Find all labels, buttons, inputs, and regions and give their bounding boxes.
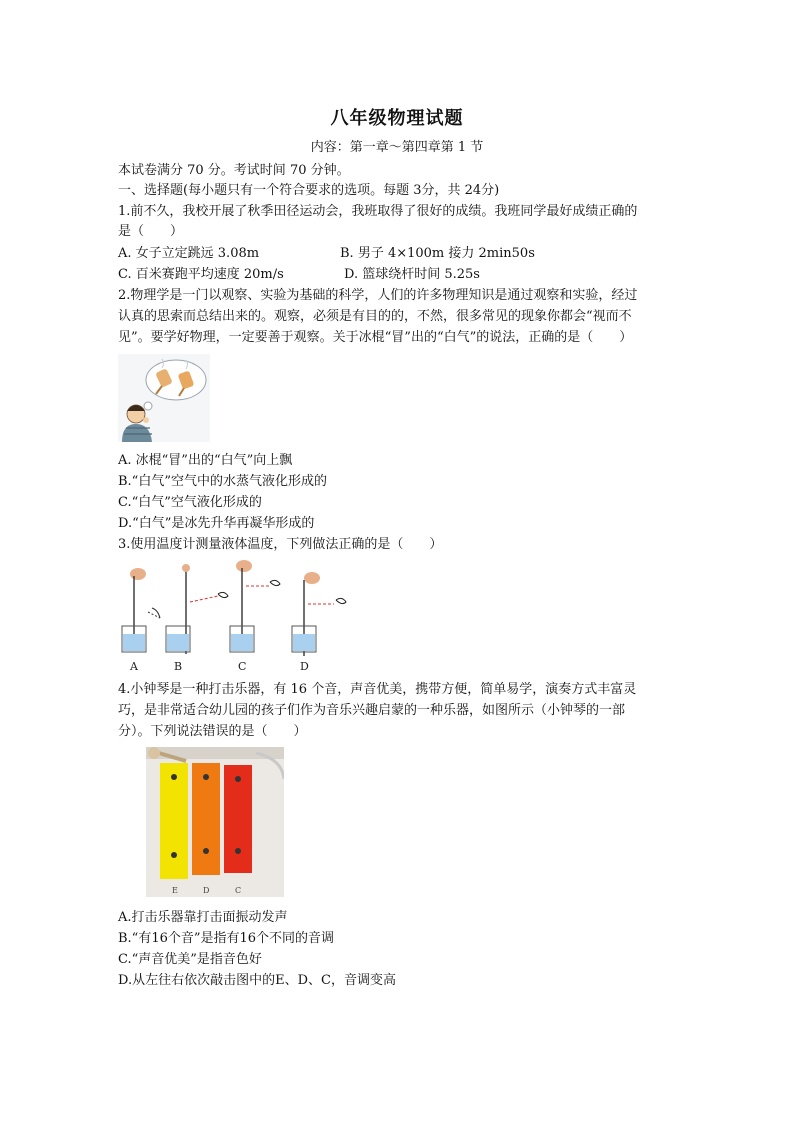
- q1-stem-line2: 是（ ）: [118, 224, 184, 239]
- panel-label-d: D: [300, 660, 309, 673]
- bar-label-d: D: [203, 886, 210, 895]
- q2-stem-line3: 见”。要学好物理，一定要善于观察。关于冰棍“冒”出的“白气”的说法，正确的是（ ）: [118, 330, 633, 345]
- section-heading: 一、选择题(每小题只有一个符合要求的选项。每题 3分，共 24分): [118, 183, 500, 198]
- thermometer-usage-figure: [118, 556, 356, 676]
- panel-c: [230, 560, 280, 673]
- q2-option-d: D.“白气”是冰先升华再凝华形成的: [118, 516, 315, 531]
- q2-option-c: C.“白气”空气液化形成的: [118, 495, 262, 510]
- q1-option-a: A. 女子立定跳远 3.08m: [118, 246, 260, 261]
- popsicle-observer-illustration: [118, 354, 210, 442]
- panel-d: [292, 572, 346, 673]
- panel-label-c: C: [238, 660, 247, 673]
- q4-option-d: D.从左往右依次敲击图中的E、D、C，音调变高: [118, 973, 396, 988]
- q4-stem-line3: 分）。下列说法错误的是（ ）: [118, 724, 307, 739]
- exam-intro: 本试卷满分 70 分。考试时间 70 分钟。: [118, 163, 350, 178]
- q1-option-b: B. 男子 4×100m 接力 2min50s: [340, 246, 535, 261]
- q4-stem-line2: 巧，是非常适合幼儿园的孩子们作为音乐兴趣启蒙的一种乐器，如图所示（小钟琴的一部: [118, 703, 626, 718]
- bar-label-e: E: [172, 886, 178, 895]
- q4-option-b: B.“有16个音”是指有16个不同的音调: [118, 931, 335, 946]
- q1-option-d: D. 篮球绕杆时间 5.25s: [344, 267, 480, 282]
- bar-label-c: C: [235, 886, 242, 895]
- panel-label-a: A: [130, 660, 138, 673]
- q2-option-a: A. 冰棍“冒”出的“白气”向上飘: [118, 453, 293, 468]
- q4-option-c: C.“声音优美”是指音色好: [118, 952, 262, 967]
- page-title: 八年级物理试题: [330, 108, 464, 129]
- q4-stem-line1: 4.小钟琴是一种打击乐器，有 16 个音，声音优美，携带方便，简单易学，演奏方式丰富灵: [118, 682, 637, 697]
- q3-stem: 3.使用温度计测量液体温度，下列做法正确的是（ ）: [118, 537, 443, 552]
- q4-option-a: A.打击乐器靠打击面振动发声: [118, 910, 288, 925]
- glockenspiel-photo: [146, 747, 284, 897]
- panel-b: [166, 564, 228, 673]
- q1-option-c: C. 百米赛跑平均速度 20m/s: [118, 267, 284, 282]
- q1-stem-line1: 1.前不久，我校开展了秋季田径运动会，我班取得了很好的成绩。我班同学最好成绩正确的: [118, 204, 638, 219]
- panel-label-b: B: [174, 660, 183, 673]
- q2-stem-line1: 2.物理学是一门以观察、实验为基础的科学，人们的许多物理知识是通过观察和实验，经过: [118, 288, 638, 303]
- q2-stem-line2: 认真的思索而总结出来的。观察，必须是有目的的，不然，很多常见的现象你都会“视而不: [118, 309, 632, 324]
- q2-option-b: B.“白气”空气中的水蒸气液化形成的: [118, 474, 327, 489]
- panel-a: [122, 568, 160, 673]
- page-subtitle: 内容：第一章～第四章第 1 节: [310, 140, 484, 155]
